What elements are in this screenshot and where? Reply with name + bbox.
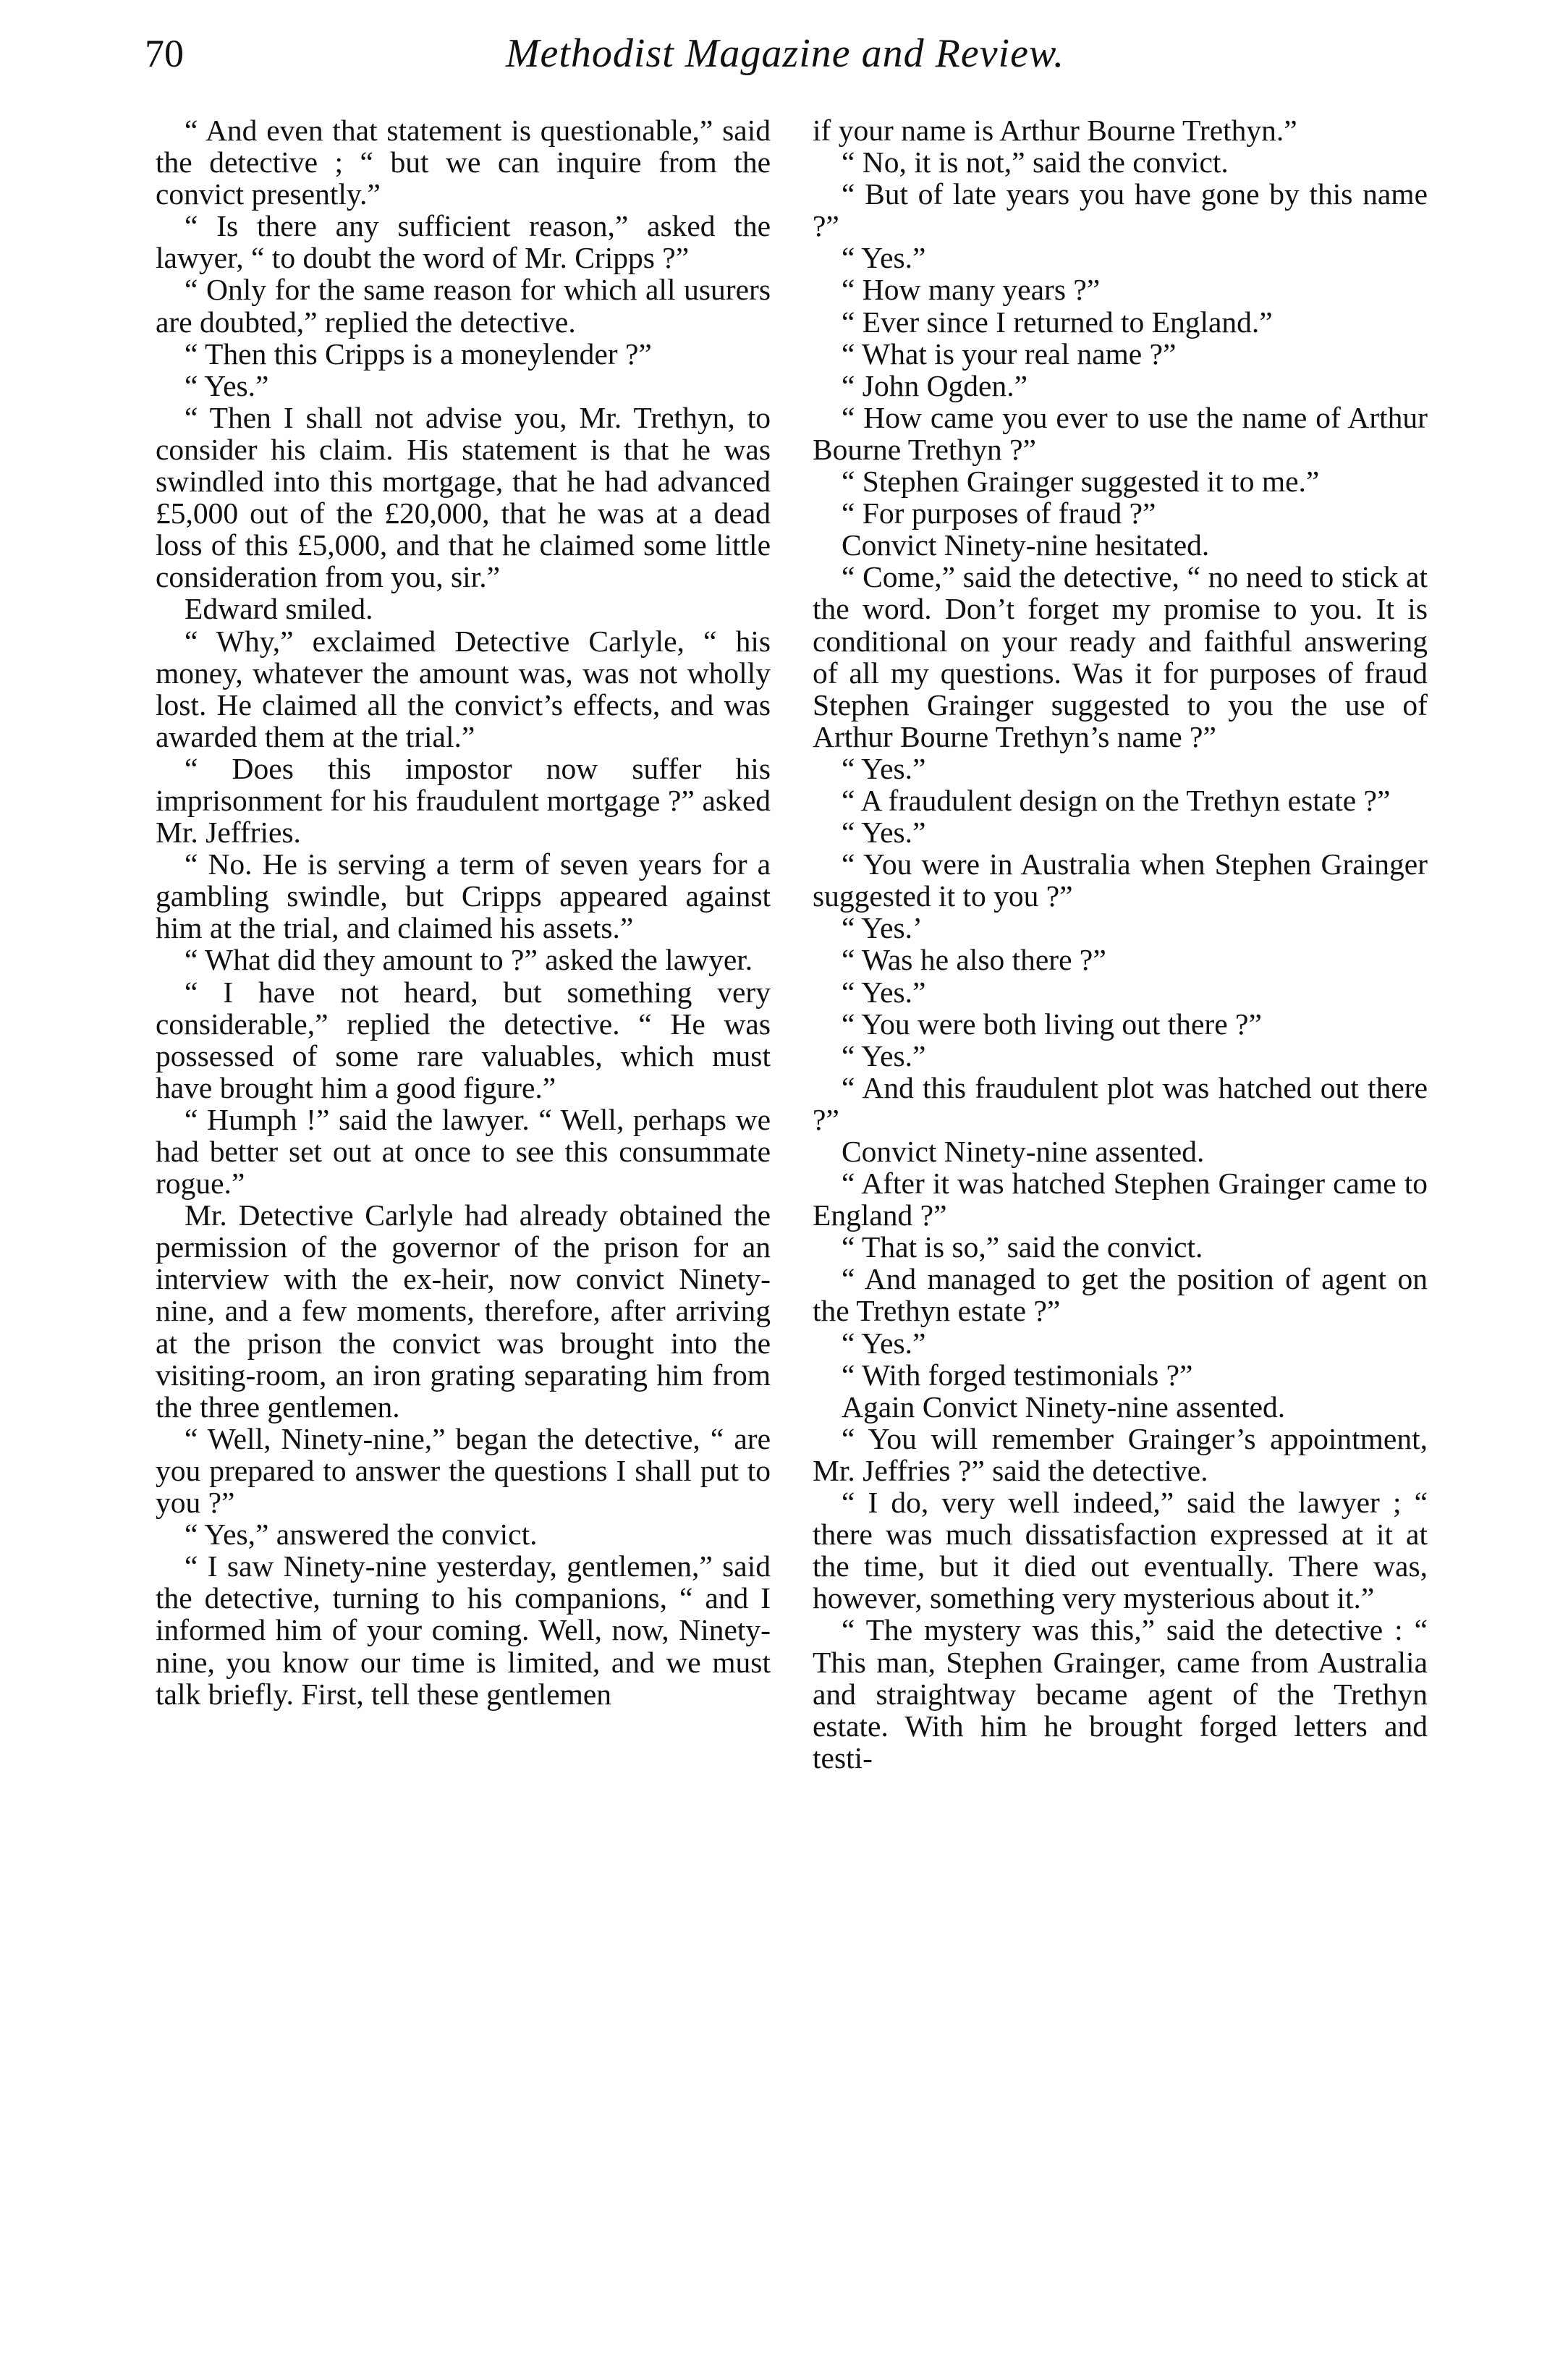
page-header	[145, 25, 1425, 90]
paragraph: “ And even that statement is questionable,” said the detective ; “ but we can inquire from the convict presently.”	[156, 114, 771, 211]
paragraph: “ For purposes of fraud ?”	[842, 496, 1156, 530]
paragraph: “ Ever since I returned to England.”	[842, 305, 1273, 339]
paragraph: “ I have not heard, but something very considerable,” replied the detective. “ He was possessed of some rare valuables, which must have brought him a good figure.”	[156, 975, 771, 1104]
paragraph: “ Yes.”	[842, 241, 926, 275]
paragraph: “ And managed to get the position of agent on the Trethyn estate ?”	[813, 1262, 1428, 1328]
left-column	[156, 114, 771, 1710]
paragraph: “ That is so,” said the convict.	[842, 1230, 1203, 1264]
paragraph: “ You were in Australia when Stephen Grainger suggested it to you ?”	[813, 847, 1428, 913]
paragraph: “ Why,” exclaimed Detective Carlyle, “ his money, whatever the amount was, was not wholly lost. He claimed all the convict’s effects, and was awarded them at the trial.”	[156, 624, 771, 753]
paragraph: “ With forged testimonials ?”	[842, 1358, 1193, 1392]
paragraph: “ Yes.”	[842, 751, 926, 785]
paragraph: “ Well, Ninety-nine,” began the detective, “ are you prepared to answer the questions I shall put to you ?”	[156, 1421, 771, 1520]
paragraph: “ How came you ever to use the name of Arthur Bourne Trethyn ?”	[813, 400, 1428, 466]
paragraph: “ What is your real name ?”	[842, 337, 1177, 371]
paragraph: “ Yes.”	[842, 1038, 926, 1072]
paragraph: “ No, it is not,” said the convict.	[842, 145, 1229, 179]
paragraph: “ Yes,” answered the convict.	[185, 1518, 538, 1552]
paragraph: Mr. Detective Carlyle had already obtained the permission of the governor of the prison for an interview with the ex-heir, now convict Ninety-nine, and a few moments, therefore, after arriving at the prison the convict was brought into the visiting-room, an iron grating separating him from the three gentlemen.	[156, 1198, 771, 1423]
paragraph: “ Then I shall not advise you, Mr. Trethyn, to consider his claim. His statement is that he was swindled into this mortgage, that he had advanced £5,000 out of the £20,000, that he was at a dead loss of this £5,000, and that he claimed some little consideration from you, sir.”	[156, 400, 771, 594]
paragraph: “ Then this Cripps is a moneylender ?”	[185, 337, 652, 371]
paragraph: “ Yes.”	[185, 368, 269, 402]
paragraph: Convict Ninety-nine assented.	[842, 1135, 1205, 1168]
paragraph: “ Come,” said the detective, “ no need to stick at the word. Don’t forget my promise to you. It is conditional on your ready and faithful answering of all my questions. Was it for purposes of fraud Stephen Grainger suggested to you the use of Arthur Bourne Trethyn’s name ?”	[813, 560, 1428, 753]
paragraph: “ But of late years you have gone by this name ?”	[813, 177, 1428, 243]
paragraph: Again Convict Ninety-nine assented.	[842, 1389, 1286, 1423]
paragraph: “ Yes.’	[842, 911, 923, 945]
page-number: 70	[145, 32, 184, 75]
paragraph: “ Is there any sufficient reason,” asked the lawyer, “ to doubt the word of Mr. Cripps ?”	[156, 209, 771, 275]
paragraph: “ Does this impostor now suffer his imprisonment for his fraudulent mortgage ?” asked Mr. Jeffries.	[156, 751, 771, 850]
paragraph: “ John Ogden.”	[842, 368, 1028, 402]
paragraph: “ Yes.”	[842, 1326, 926, 1360]
paragraph-continuation: if your name is Arthur Bourne Trethyn.”	[813, 114, 1297, 147]
paragraph: “ Was he also there ?”	[842, 943, 1106, 977]
paragraph: “ After it was hatched Stephen Grainger came to England ?”	[813, 1167, 1428, 1232]
paragraph: “ A fraudulent design on the Trethyn estate ?”	[842, 783, 1391, 817]
paragraph: “ You will remember Grainger’s appointment, Mr. Jeffries ?” said the detective.	[813, 1421, 1428, 1487]
paragraph: “ Humph !” said the lawyer. “ Well, perhaps we had better set out at once to see this consummate rogue.”	[156, 1102, 771, 1201]
running-title: Methodist Magazine and Review.	[505, 31, 1065, 76]
paragraph: “ I do, very well indeed,” said the lawyer ; “ there was much dissatisfaction expressed at it at the time, but it died out eventually. There was, however, something very mysterious about it.”	[813, 1486, 1428, 1615]
paragraph: “ Yes.”	[842, 816, 926, 850]
paragraph: “ You were both living out there ?”	[842, 1007, 1262, 1041]
paragraph: “ Yes.”	[842, 975, 926, 1009]
paragraph: “ The mystery was this,” said the detective : “ This man, Stephen Grainger, came from Australia and straightway became agent of the Trethyn estate. With him he brought forged letters and testi-	[813, 1613, 1428, 1774]
paragraph: “ Stephen Grainger suggested it to me.”	[842, 465, 1320, 499]
paragraph: “ No. He is serving a term of seven years for a gambling swindle, but Cripps appeared against him at the trial, and claimed his assets.”	[156, 847, 771, 945]
paragraph: “ I saw Ninety-nine yesterday, gentlemen,” said the detective, turning to his companions, “ and I informed him of your coming. Well, now, Ninety-nine, you know our time is limited, and we must talk briefly. First, tell these gentlemen	[156, 1549, 771, 1711]
right-column	[813, 114, 1428, 1774]
paragraph: “ And this fraudulent plot was hatched out there ?”	[813, 1070, 1428, 1136]
paragraph: “ Only for the same reason for which all usurers are doubted,” replied the detective.	[156, 273, 771, 339]
paragraph: Convict Ninety-nine hesitated.	[842, 528, 1210, 562]
paragraph: “ How many years ?”	[842, 273, 1101, 307]
paragraph: Edward smiled.	[185, 592, 373, 626]
paragraph: “ What did they amount to ?” asked the lawyer.	[185, 943, 753, 977]
